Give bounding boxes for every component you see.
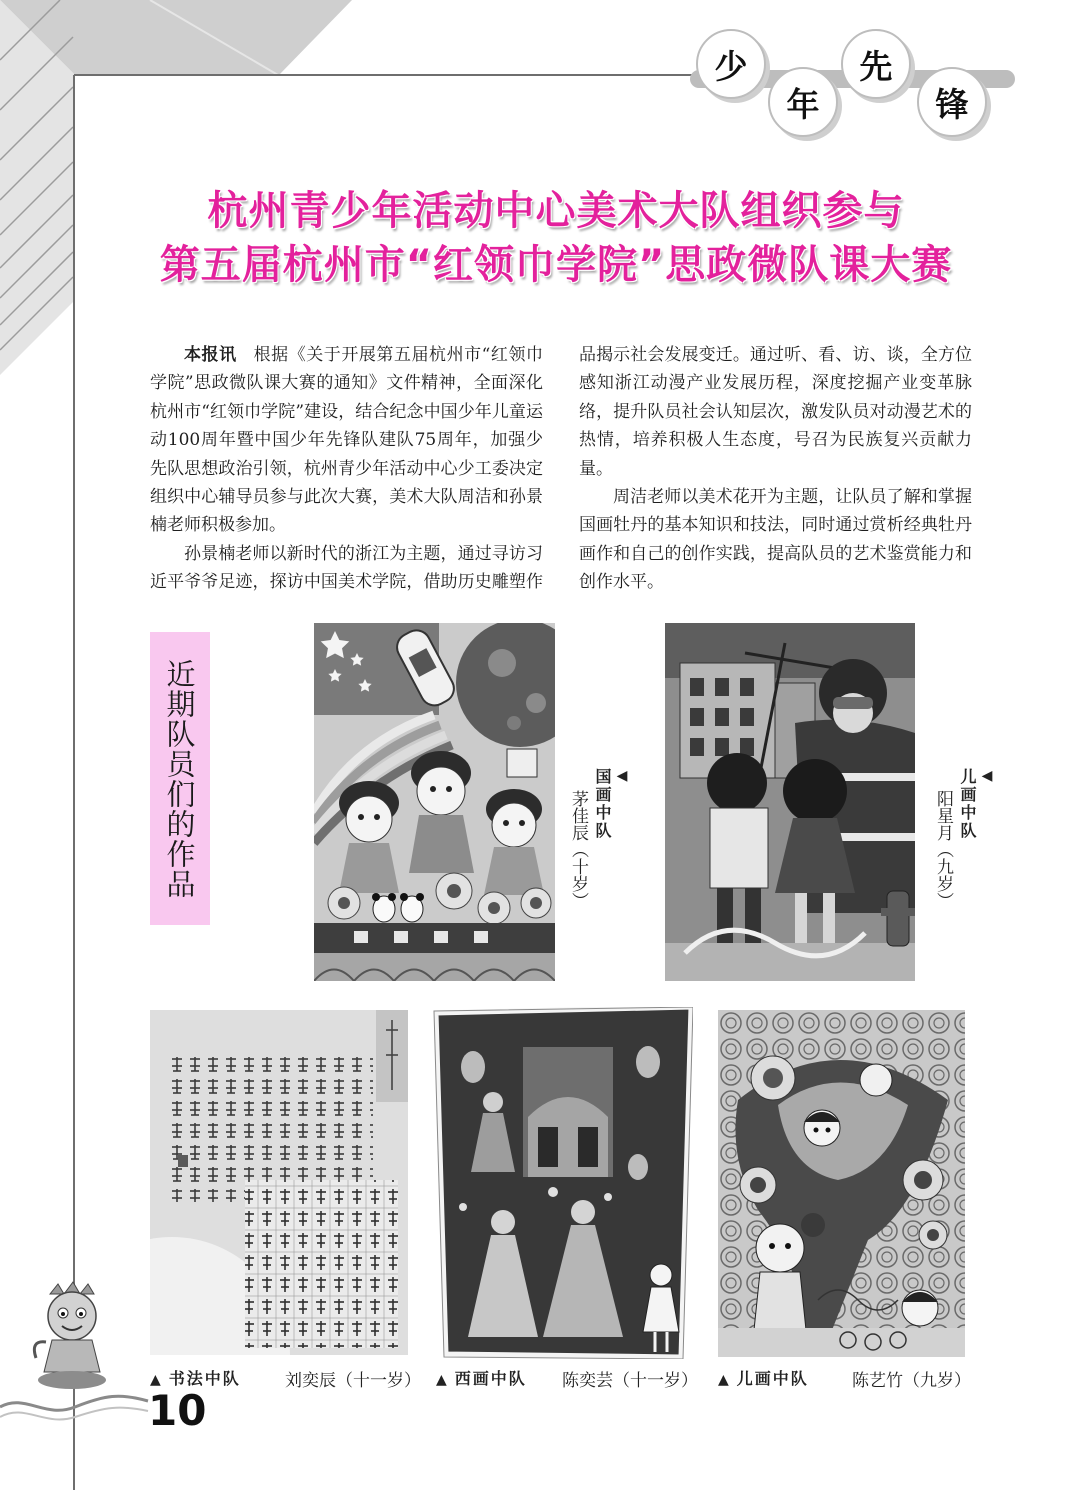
article-body	[150, 341, 972, 597]
artwork-image	[433, 1007, 693, 1359]
caption-author: 刘奕辰（十一岁）	[285, 1371, 421, 1391]
article-paragraph	[150, 341, 543, 540]
bottom-ground	[718, 1328, 965, 1357]
caption-arrow-icon: ◀	[614, 768, 630, 784]
caption-arrow-icon: ▲	[436, 1372, 447, 1388]
palace-arches	[523, 1047, 613, 1177]
artwork-caption	[566, 768, 630, 909]
caption-team: 儿画中队	[958, 768, 977, 840]
paragraph-text: 根据《关于开展第五届杭州市“红领巾学院”思政微队课大赛的通知》文件精神，全面深化杭州市“红领巾学院”建设，结合纪念中国少年儿童运动100周年暨中国少年先锋队建队75周年，加强少先队思想政治引领，杭州青少年活动中心少工委决定组织中心辅导员参与此次大赛，美术大队周洁和孙景楠老师积极参加。	[150, 345, 544, 536]
article-title	[90, 184, 1022, 292]
dateline: 本报讯	[184, 345, 237, 365]
artwork-image	[150, 1010, 408, 1355]
article-paragraph: 孙景楠老师以新时代的浙江为主题，通过寻访习近平爷爷足迹，探访中国美术学院，借助历史雕塑作品揭示社会发展变迁。通过听、看、访、谈，全方位感知浙江动漫产业发展历程，深度挖掘产业变革脉络，提升队员社会认知层次，激发队员对动漫艺术的热情，培养积极人生态度，号召为民族复兴贡献力量。	[150, 345, 972, 593]
caption-author: 阳星月（九岁）	[933, 790, 953, 909]
anniversary-badge	[507, 749, 537, 777]
article-paragraph: 周洁老师以美术花开为主题，让队员了解和掌握国画牡丹的基本知识和技法，同时通过赏析经典牡丹画作和自己的创作实践，提高队员的艺术鉴赏能力和创作水平。	[579, 487, 972, 593]
caption-arrow-icon: ◀	[979, 768, 995, 784]
caption-team: 儿画中队	[736, 1369, 809, 1388]
artwork-caption	[718, 1366, 809, 1389]
title-line-1: 杭州青少年活动中心美术大队组织参与	[207, 188, 905, 234]
gallery-label-text: 近期队员们的作品	[162, 658, 197, 899]
artwork-image	[665, 623, 915, 981]
caption-arrow-icon: ▲	[150, 1372, 161, 1388]
wave-decoration	[0, 1385, 150, 1430]
artwork-caption	[436, 1366, 527, 1389]
calligraphy-columns	[168, 1052, 373, 1202]
caption-team: 西画中队	[454, 1369, 527, 1388]
series-char: 年	[768, 67, 838, 137]
artwork-image	[718, 1010, 965, 1357]
series-char: 锋	[917, 67, 987, 137]
caption-author: 陈奕芸（十一岁）	[562, 1371, 698, 1391]
series-char: 先	[841, 29, 911, 99]
caption-team: 国画中队	[593, 768, 612, 840]
title-line-2: 第五届杭州市“红领巾学院”思政微队课大赛	[159, 242, 953, 288]
seal-stamp	[178, 1155, 188, 1167]
caption-team: 书法中队	[168, 1369, 241, 1388]
artwork-image	[314, 623, 555, 981]
caption-author: 茅佳辰（十岁）	[568, 790, 588, 909]
mascot-icon	[28, 1280, 118, 1395]
caption-arrow-icon: ▲	[718, 1372, 729, 1388]
series-char: 少	[696, 29, 766, 99]
bottom-band	[314, 923, 555, 981]
page-number: 10	[148, 1386, 207, 1435]
gallery-label	[150, 632, 210, 925]
caption-author: 陈艺竹（九岁）	[852, 1371, 971, 1391]
artwork-caption	[931, 768, 995, 909]
